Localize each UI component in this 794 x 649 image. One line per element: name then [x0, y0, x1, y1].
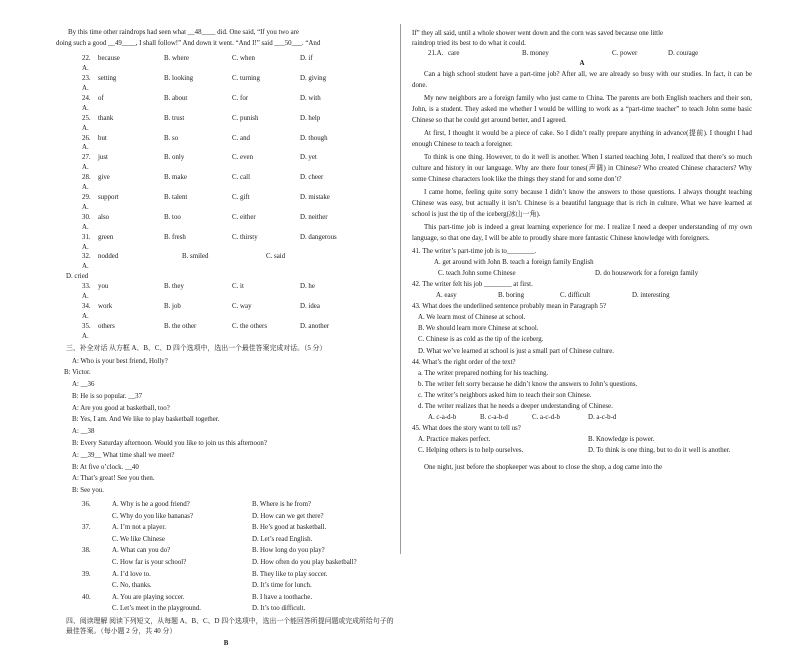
top-line: raindrop tried its best to do what it could.: [412, 39, 526, 47]
dialogue-choices: [56, 499, 396, 615]
dialogue-line: A: __39__ What time shall we meet?: [72, 451, 175, 459]
question-41: 41. The writer’s part-time job is to________.: [412, 247, 537, 255]
top-line: If” they all said, until a whole shower went down and the corn was saved because one little: [412, 30, 664, 37]
question-44: 44. What’s the right order of the text?: [412, 358, 516, 366]
dialogue-line: B: Yes, I am. And We like to play basketball together.: [72, 416, 220, 424]
passage-paragraph: I came home, feeling quite sorry because I didn’t know the answers to those questions. I always thought teaching Chinese was easy, but actually it isn’t. Chinese is a beautiful language that is rich in culture. What we have learned at school is just the tip of the iceberg(冰山一角).: [412, 188, 752, 219]
choice-row: C. How far is your school? D. How often do you play basketball?: [112, 559, 357, 567]
section-3-heading: 三、补全对话 从方框 A、B、C、D 四个选项中，选出一个最佳答案完成对话。（5 分）: [66, 344, 327, 352]
q42-options: A. easy B. boring C. difficult D. interesting: [436, 292, 670, 300]
choice-row: 40. A. You are playing soccer. B. I have a toothache.: [82, 593, 313, 601]
dialogue-line: A: That’s great! See you then.: [72, 475, 155, 483]
q44-item: d. The writer realizes that he needs a deeper understanding of Chinese.: [418, 402, 613, 410]
passage-a-label: A: [579, 59, 585, 67]
q43-option: D. What we’ve learned at school is just a small part of Chinese culture.: [418, 347, 615, 355]
option-row: 22. A. because B. where C. when D. if: [82, 55, 313, 73]
q41-options: C. teach John some Chinese D. do housework for a foreign family: [438, 269, 699, 277]
dialogue-line: B: See you.: [72, 487, 104, 495]
option-row: 29. A. support B. talent C. gift D. mistake: [82, 194, 330, 211]
passage-line-2: doing such a good __49____, I shall follow!” And down it went. “And I!” said ___50___. “And: [56, 40, 321, 48]
option-row: 28. A. give B. make C. call D. cheer: [82, 174, 324, 192]
dialogue-line: B: Victor.: [64, 369, 91, 377]
q41-option: A. get around with John B. teach a foreign family English: [434, 258, 594, 266]
dialogue-line: A: __38: [72, 428, 95, 436]
right-column: [412, 0, 752, 475]
dialogue-line: B: At five o’clock. __40: [72, 463, 139, 471]
left-column: [56, 0, 396, 649]
option-row-d: D. cried: [66, 273, 89, 281]
option-row: 31. A. green B. fresh C. thirsty D. dangerous: [82, 233, 337, 251]
choice-row: C. No, thanks. D. It’s time for lunch.: [112, 582, 312, 590]
option-row: 24. A. of B. about C. for D. with: [82, 94, 321, 112]
passage-a: [412, 69, 752, 245]
passage-paragraph: This part-time job is indeed a great learning experience for me. I realize I need a deeper understanding of my own language, so that one day, I will be able to proudly share more fantastic Chinese knowledge with foreigners.: [412, 223, 752, 242]
passage-paragraph: Can a high school student have a part-time job? After all, we are already so busy with our studies. In fact, it can be done.: [412, 70, 752, 89]
choice-row: C. We like Chinese D. Let’s read English.: [112, 535, 313, 543]
q43-option: B. We should learn more Chinese at school.: [418, 325, 539, 333]
q44-item: a. The writer prepared nothing for his teaching.: [418, 369, 549, 377]
q21-options: 21.A. care B. money C. power D. courage: [428, 49, 699, 57]
question-45: 45. What does the story want to tell us?: [412, 425, 521, 433]
dialogue-line: A: Who is your best friend, Holly?: [72, 357, 168, 365]
dialogue-line: A: __36: [72, 381, 95, 389]
option-row: 25. A. thank B. trust C. punish D. help: [82, 114, 321, 132]
option-row: 32. A. nodded B. smiled C. said: [82, 253, 286, 271]
passage-paragraph: At first, I thought it would be a piece of cake. So I didn’t really prepare anything in advance(提前). I thought I had enough Chinese to teach a foreigner.: [412, 129, 752, 148]
cloze-options: [56, 54, 396, 341]
q45-options: C. Helping others is to help ourselves. D. To think is one thing, but to do it well is another.: [418, 447, 731, 455]
choice-row: 36. A. Why is he a good friend? B. Where is he from?: [82, 501, 311, 509]
column-divider: [400, 24, 401, 554]
passage-b-label: B: [223, 639, 229, 647]
option-row: 26. A. but B. so C. and D. though: [82, 134, 328, 152]
option-row: 33. A. you B. they C. it D. he: [82, 283, 315, 301]
last-line: One night, just before the shopkeeper was about to close the shop, a dog came into the: [424, 464, 663, 472]
q44-item: c. The writer’s neighbors asked him to teach their son Chinese.: [418, 391, 592, 399]
option-row: 30. A. also B. too C. either D. neither: [82, 213, 328, 231]
question-43: 43. What does the underlined sentence probably mean in Paragraph 5?: [412, 303, 607, 311]
choice-row: 38. A. What can you do? B. How long do you play?: [82, 547, 325, 555]
choice-row: C. Let’s meet in the playground. D. It’s too difficult.: [112, 605, 306, 613]
dialogue: [56, 356, 396, 498]
q44-item: b. The writer felt sorry because he didn’t know the answers to John’s questions.: [418, 380, 638, 388]
dialogue-line: B: Every Saturday afternoon. Would you like to join us this afternoon?: [72, 440, 267, 448]
option-row: 34. A. work B. job C. way D. idea: [82, 302, 320, 320]
option-row: 27. A. just B. only C. even D. yet: [82, 154, 317, 172]
question-42: 42. The writer felt his job ________ at first.: [412, 280, 533, 288]
dialogue-line: B: He is so popular. __37: [72, 392, 143, 400]
option-row: 23. A. setting B. looking C. turning D. giving: [82, 75, 327, 93]
q44-options: A. c-a-d-b B. c-a-b-d C. a-c-d-b D. a-c-b-d: [428, 414, 617, 422]
questions: [412, 246, 752, 474]
choice-row: C. Why do you like bananas? D. How can we get there?: [112, 512, 324, 520]
option-row: 35. A. others B. the other C. the others D. another: [82, 322, 330, 340]
section-4-heading: 四、阅读理解 阅读下列短文，从每题 A、B、C、D 四个选项中，选出一个能回答所提问题或完成所给句子的最佳答案。（每小题 2 分，共 40 分）: [66, 618, 394, 635]
choice-row: 39. A. I’d love to. B. They like to play soccer.: [82, 570, 328, 578]
choice-row: 37. A. I’m not a player. B. He’s good at basketball.: [82, 524, 327, 532]
q45-options: A. Practice makes perfect. B. Knowledge is power.: [418, 436, 655, 444]
passage-paragraph: To think is one thing. However, to do it well is another. When I started teaching John, I realized that there’s so much culture and history in our language. Why are there four tones(声调) in Chinese? Who created Chinese characters? Why some Chinese characters look like the things they stand for and some don’t?: [412, 153, 752, 183]
q43-option: A. We learn most of Chinese at school.: [418, 314, 526, 322]
passage-line-1: By this time other raindrops had seen what __48____ did. One said, “If you two are: [68, 29, 299, 36]
dialogue-line: A: Are you good at basketball, too?: [72, 404, 170, 412]
passage-paragraph: My new neighbors are a foreign family who just came to China. The parents are both English teachers and their son, John, is a student. They asked me whether I would be willing to work as a “part-time teacher” to teach John some basic Chinese so that he could get around better, and I agreed.: [412, 94, 752, 124]
q43-option: C. Chinese is as cold as the tip of the iceberg.: [418, 336, 544, 344]
